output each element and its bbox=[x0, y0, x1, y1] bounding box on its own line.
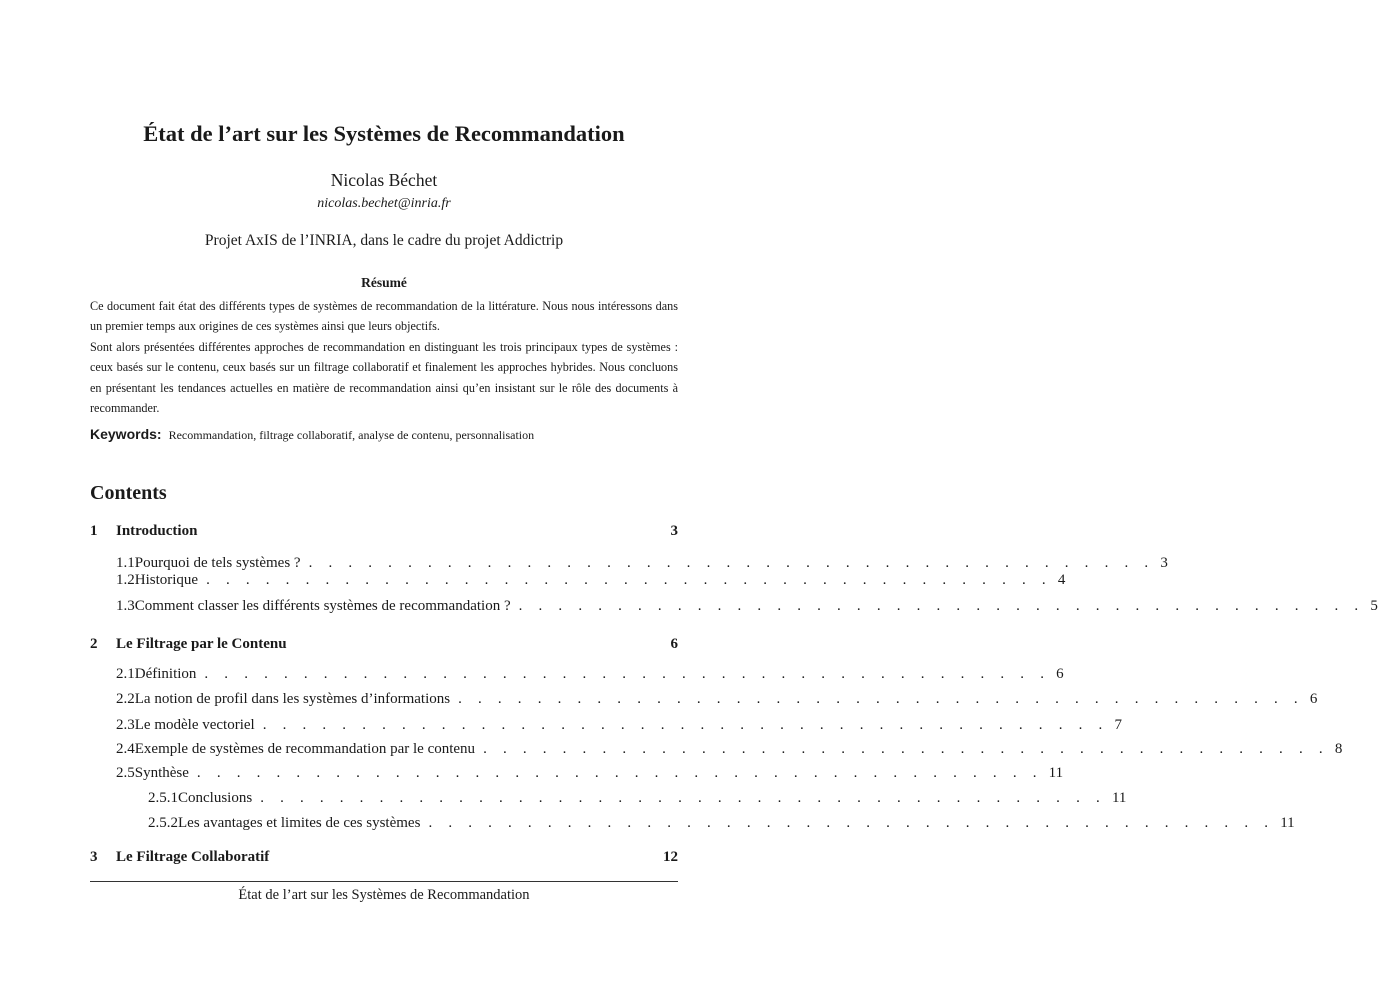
toc-page-number[interactable]: 7 bbox=[1114, 717, 1122, 733]
toc-entry-number: 1.3 bbox=[116, 598, 135, 614]
toc-page-number[interactable]: 3 bbox=[670, 523, 678, 539]
toc-entry-title[interactable]: Exemple de systèmes de recommandation par le contenu bbox=[134, 741, 476, 757]
toc-leader-dots: . . . . . . . . . . . . . . . . . . . . . . . . . . . . . . . . . . . . . . . . . . . bbox=[262, 717, 1109, 733]
toc-entry-2-4[interactable] bbox=[116, 741, 1343, 761]
toc-section-1[interactable] bbox=[90, 523, 678, 543]
toc-entry-number: 2.2 bbox=[116, 691, 135, 707]
footer-rule bbox=[90, 881, 678, 882]
keywords-text: Recommandation, filtrage collaboratif, analyse de contenu, personnalisation bbox=[168, 428, 535, 442]
abstract-heading: Résumé bbox=[361, 275, 407, 290]
page-footer: État de l’art sur les Systèmes de Recommandation bbox=[238, 887, 530, 903]
toc-entry-2-2[interactable] bbox=[116, 691, 1318, 711]
toc-leader-dots: . . . . . . . . . . . . . . . . . . . . . . . . . . . . . . . . . . . . . . . . . . . bbox=[518, 598, 1365, 614]
toc-leader-dots: . . . . . . . . . . . . . . . . . . . . . . . . . . . . . . . . . . . . . . . . . . . bbox=[196, 765, 1043, 781]
toc-entry-number: 2.5 bbox=[116, 765, 135, 781]
toc-entry-title[interactable]: Comment classer les différents systèmes de recommandation ? bbox=[134, 598, 511, 614]
toc-leader-dots: . . . . . . . . . . . . . . . . . . . . . . . . . . . . . . . . . . . . . . . . . . . bbox=[308, 555, 1155, 571]
toc-entry-2-3[interactable] bbox=[116, 717, 1122, 737]
toc-page-number[interactable]: 3 bbox=[1160, 555, 1168, 571]
abstract-paragraph: Sont alors présentées différentes approches de recommandation en distinguant les trois principaux types de systèmes : ceux basés sur le contenu, ceux basés sur un filtrage collaboratif et finalement les approches hybrides. Nous concluons en présentant les tendances actuelles en matière de recommandation ainsi qu’en insistant sur le rôle des documents à recommander. bbox=[90, 339, 678, 416]
toc-page-number[interactable]: 11 bbox=[1280, 815, 1295, 831]
toc-leader-dots: . . . . . . . . . . . . . . . . . . . . . . . . . . . . . . . . . . . . . . . . . . . bbox=[458, 691, 1304, 707]
toc-entry-title[interactable]: Conclusions bbox=[178, 790, 253, 806]
toc-page-number[interactable]: 5 bbox=[1370, 598, 1378, 614]
contents-heading: Contents bbox=[90, 482, 167, 504]
author-email: nicolas.bechet@inria.fr bbox=[317, 196, 451, 211]
toc-page-number[interactable]: 11 bbox=[1111, 790, 1127, 806]
toc-entry-1-2[interactable] bbox=[116, 572, 1066, 592]
abstract-body bbox=[90, 296, 678, 418]
affiliation: Projet AxIS de l’INRIA, dans le cadre du projet Addictrip bbox=[204, 232, 564, 249]
toc-page-number[interactable]: 11 bbox=[1048, 765, 1064, 781]
toc-section-title[interactable]: Le Filtrage par le Contenu bbox=[116, 636, 287, 652]
toc-entry-number: 1.2 bbox=[116, 572, 135, 588]
keywords-label: Keywords: bbox=[90, 426, 162, 442]
toc-section-number: 2 bbox=[90, 636, 98, 652]
toc-entry-number: 2.1 bbox=[116, 666, 135, 682]
toc-page-number[interactable]: 6 bbox=[1309, 691, 1318, 707]
toc-entry-title[interactable]: Synthèse bbox=[134, 765, 189, 781]
toc-entry-title[interactable]: Définition bbox=[134, 666, 197, 682]
toc-entry-title[interactable]: Les avantages et limites de ces systèmes bbox=[178, 815, 421, 831]
toc-entry-1-3[interactable] bbox=[116, 598, 1378, 618]
toc-leader-dots: . . . . . . . . . . . . . . . . . . . . . . . . . . . . . . . . . . . . . . . . . . . bbox=[483, 741, 1329, 757]
toc-entry-title[interactable]: Historique bbox=[134, 572, 199, 588]
toc-leader-dots: . . . . . . . . . . . . . . . . . . . . . . . . . . . . . . . . . . . . . . . . . . . bbox=[428, 815, 1275, 831]
toc-leader-dots: . . . . . . . . . . . . . . . . . . . . . . . . . . . . . . . . . . . . . . . . . . . bbox=[204, 666, 1051, 682]
toc-entry-number: 2.5.1 bbox=[148, 790, 178, 806]
keywords bbox=[90, 426, 534, 443]
toc-entry-2-1[interactable] bbox=[116, 666, 1064, 686]
toc-page-number[interactable]: 8 bbox=[1334, 741, 1343, 757]
toc-entry-title[interactable]: La notion de profil dans les systèmes d’informations bbox=[134, 691, 451, 707]
toc-entry-number: 2.5.2 bbox=[148, 815, 178, 831]
toc-section-title[interactable]: Le Filtrage Collaboratif bbox=[116, 849, 270, 865]
paper-title: État de l’art sur les Systèmes de Recommandation bbox=[143, 121, 625, 146]
toc-entry-2-5[interactable] bbox=[116, 765, 1064, 785]
toc-leader-dots: . . . . . . . . . . . . . . . . . . . . . . . . . . . . . . . . . . . . . . . . . . . bbox=[260, 790, 1106, 806]
toc-page-number[interactable]: 6 bbox=[670, 636, 678, 652]
toc-entry-number: 2.3 bbox=[116, 717, 135, 733]
toc-entry-number: 1.1 bbox=[116, 555, 135, 571]
toc-entry-2-5-2[interactable] bbox=[148, 815, 1295, 835]
author-name: Nicolas Béchet bbox=[330, 170, 438, 190]
abstract-paragraph: Ce document fait état des différents types de systèmes de recommandation de la littérature. Nous nous intéressons dans un premier temps aux origines de ces systèmes ainsi que leurs objectifs. bbox=[90, 299, 678, 334]
toc-entry-2-5-1[interactable] bbox=[148, 790, 1127, 810]
toc-page-number[interactable]: 12 bbox=[663, 849, 678, 865]
toc-leader-dots: . . . . . . . . . . . . . . . . . . . . . . . . . . . . . . . . . . . . . . . . . . . bbox=[206, 572, 1052, 588]
toc-entry-title[interactable]: Le modèle vectoriel bbox=[134, 717, 255, 733]
toc-entry-title[interactable]: Pourquoi de tels systèmes ? bbox=[134, 555, 301, 571]
toc-section-number: 1 bbox=[90, 523, 98, 539]
toc-entry-number: 2.4 bbox=[116, 741, 135, 757]
toc-page-number[interactable]: 4 bbox=[1057, 572, 1066, 588]
toc-page-number[interactable]: 6 bbox=[1056, 666, 1064, 682]
toc-section-2[interactable] bbox=[90, 636, 678, 656]
toc-section-number: 3 bbox=[90, 849, 98, 865]
toc-section-title[interactable]: Introduction bbox=[116, 523, 198, 539]
toc-section-3[interactable] bbox=[90, 849, 678, 869]
